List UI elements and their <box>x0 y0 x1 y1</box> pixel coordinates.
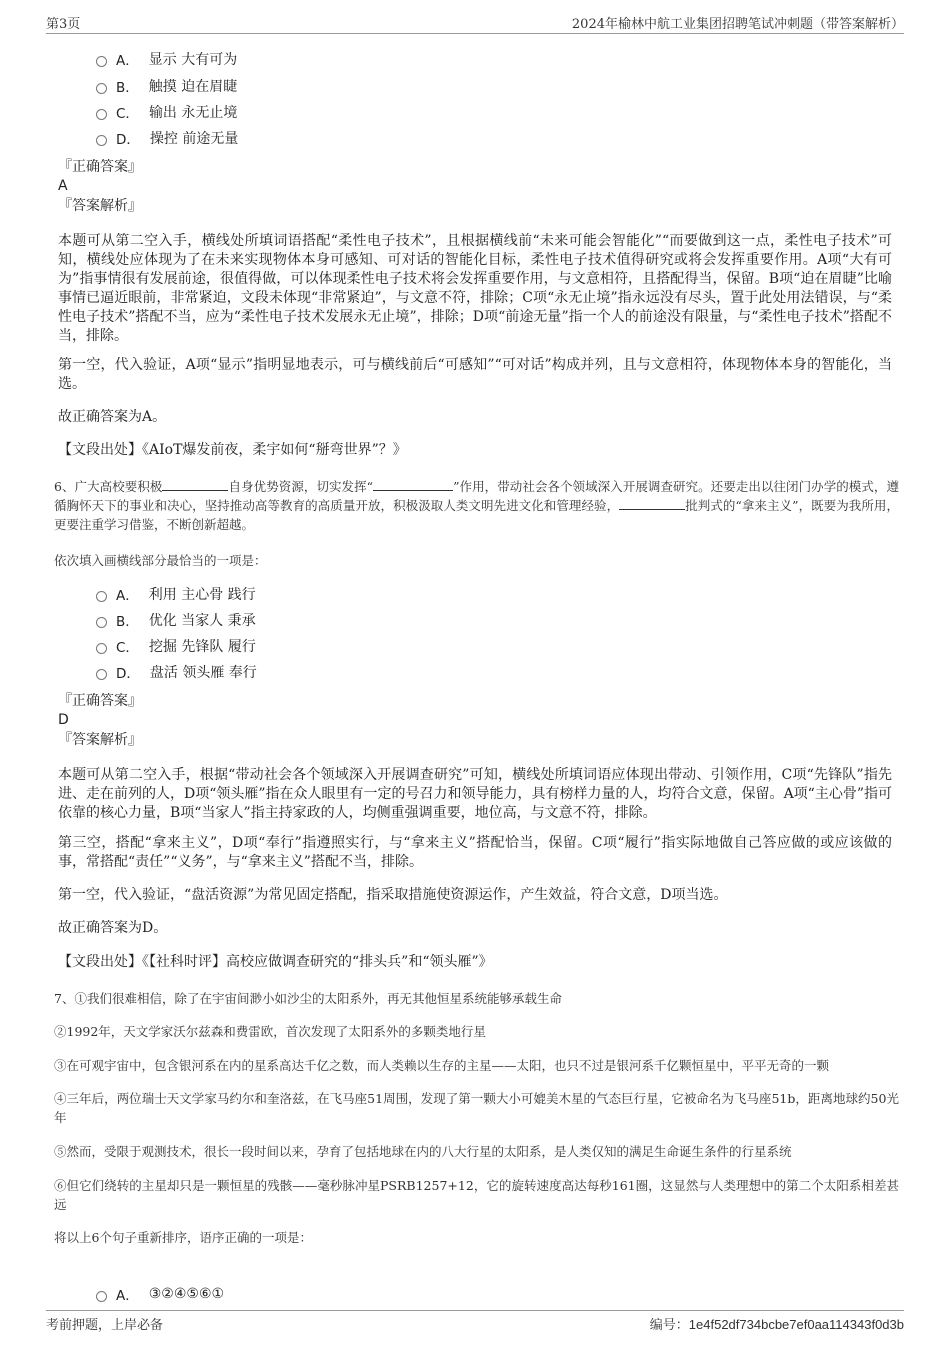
q6-option-a[interactable]: A． 利用 主心骨 践行 <box>96 584 256 604</box>
q5-answer: A <box>58 178 68 194</box>
q6-analysis-p2: 第三空，搭配“拿来主义”，D项“奉行”指遵照实行，与“拿来主义”搭配恰当，保留。C项“履行”指实际地做自己答应做的或应该做的事，常搭配“责任”“义务”，与“拿来主义”搭配不当，排除。 <box>58 835 892 870</box>
q6-analysis-p1: 本题可从第二空入手，根据“带动社会各个领域深入开展调查研究”可知，横线处所填词语应体现出带动、引领作用，C项“先锋队”指先进、走在前列的人，D项“领头雁”指在众人眼里有一定的号召力和领导能力，具有榜样力量的人，均符合文意，保留。A项“主心骨”指可依靠的核心力量，B项“当家人”指主持家政的人，均侧重强调重要，地位高，与文意不符，排除。 <box>58 767 892 821</box>
q7-option-a[interactable]: A． ③②④⑤⑥① <box>96 1284 224 1304</box>
q6-analysis-p3: 第一空，代入验证，“盘活资源”为常见固定搭配，指采取措施使资源运作，产生效益，符合文意，D项当选。 <box>58 887 728 903</box>
q5-option-c[interactable]: C． 输出 永无止境 <box>96 102 237 122</box>
q5-answer-label: 『正确答案』 <box>58 159 142 175</box>
q7-sentence-3: ③在可观宇宙中，包含银河系在内的星系高达千亿之数，而人类赖以生存的主星——太阳，也只不过是银河系千亿颗恒星中，平平无奇的一颗 <box>54 1058 830 1073</box>
blank-2 <box>373 477 453 491</box>
radio-icon[interactable] <box>96 669 107 680</box>
q6-option-d[interactable]: D． 盘活 领头雁 奉行 <box>96 662 257 682</box>
radio-icon[interactable] <box>96 83 107 94</box>
radio-icon[interactable] <box>96 56 107 67</box>
radio-icon[interactable] <box>96 617 107 628</box>
q6-analysis-label: 『答案解析』 <box>58 732 142 748</box>
page-number: 第3页 <box>46 17 81 32</box>
page-footer <box>46 1310 904 1333</box>
q7-prompt: 将以上6个句子重新排序，语序正确的一项是： <box>54 1230 312 1245</box>
q5-option-a[interactable]: A． 显示 大有可为 <box>96 49 237 69</box>
q7-sentence-2: ②1992年，天文学家沃尔兹森和费雷欧，首次发现了太阳系外的多颗类地行星 <box>54 1024 486 1039</box>
q7-sentence-1: 7、①我们很难相信，除了在宇宙间渺小如沙尘的太阳系外，再无其他恒星系统能够承载生命 <box>54 991 562 1006</box>
blank-1 <box>162 477 228 491</box>
q7-sentence-6: ⑥但它们绕转的主星却只是一颗恒星的残骸——毫秒脉冲星PSRB1257+12，它的旋转速度高达每秒161圈，这显然与人类理想中的第二个太阳系相差甚远 <box>54 1178 899 1212</box>
q6-answer: D <box>58 712 69 728</box>
radio-icon[interactable] <box>96 643 107 654</box>
q5-analysis-p1: 本题可从第二空入手，横线处所填词语搭配“柔性电子技术”，且根据横线前“未来可能会智能化”“而要做到这一点，柔性电子技术”可知，横线处应体现为了在未来实现物体本身可感知、可对话的智能化目标，柔性电子技术值得研究或将会发挥重要作用。A项“大有可为”指事情很有发展前途，很值得做，可以体现柔性电子技术将会发挥重要作用，与文意相符，且搭配得当，保留。B项“迫在眉睫”比喻事情已逼近眼前，非常紧迫，文段未体现“非常紧迫”，与文意不符，排除；C项“永无止境”指永远没有尽头，置于此处用法错误，与“柔性电子技术”搭配不当，应为“柔性电子技术发展永无止境”，排除；D项“前途无量”指一个人的前途没有限量，与“柔性电子技术”搭配不当，排除。 <box>58 233 892 344</box>
radio-icon[interactable] <box>96 1291 107 1302</box>
document-id: 编号：1e4f52df734bcbe7ef0aa114343f0d3b <box>649 1317 904 1332</box>
radio-icon[interactable] <box>96 135 107 146</box>
q5-source: 【文段出处】《AIoT爆发前夜，柔宇如何“掰弯世界”？》 <box>58 442 407 458</box>
document-title: 2024年榆林中航工业集团招聘笔试冲刺题（带答案解析） <box>571 17 904 32</box>
radio-icon[interactable] <box>96 109 107 120</box>
q6-option-b[interactable]: B． 优化 当家人 秉承 <box>96 610 256 630</box>
q6-analysis-p4: 故正确答案为D。 <box>58 920 168 936</box>
blank-3 <box>619 496 685 510</box>
q6-answer-label: 『正确答案』 <box>58 693 142 709</box>
q5-analysis-label: 『答案解析』 <box>58 198 142 214</box>
q7-sentence-5: ⑤然而，受限于观测技术，很长一段时间以来，孕育了包括地球在内的八大行星的太阳系，是人类仅知的满足生命诞生条件的行星系统 <box>54 1144 792 1159</box>
footer-slogan: 考前押题，上岸必备 <box>46 1318 164 1333</box>
q7-sentence-4: ④三年后，两位瑞士天文学家马约尔和奎洛兹，在飞马座51周围，发现了第一颗大小可媲美木星的气态巨行星，它被命名为飞马座51b，距离地球约50光年 <box>54 1091 899 1125</box>
q5-analysis-p3: 故正确答案为A。 <box>58 409 167 425</box>
q6-source: 【文段出处】《【社科时评】高校应做调查研究的“排头兵”和“领头雁”》 <box>58 954 493 970</box>
page-header <box>46 13 904 34</box>
radio-icon[interactable] <box>96 591 107 602</box>
q5-option-d[interactable]: D． 操控 前途无量 <box>96 128 238 148</box>
q6-option-c[interactable]: C． 挖掘 先锋队 履行 <box>96 636 256 656</box>
q6-stem: 6、广大高校要积极 自身优势资源，切实发挥“ ”作用，带动社会各个领域深入开展调查研究。还要走出以往闭门办学的模式，遵循胸怀天下的事业和决心，坚持推动高等教育的高质量开放，积极汲取人类文明先进文化和管理经验， 批判式的“拿来主义”，既要为我所用，更要注重学习借鉴，不断创新超越。 <box>54 479 899 532</box>
q5-analysis-p2: 第一空，代入验证，A项“显示”指明显地表示，可与横线前后“可感知”“可对话”构成并列，且与文意相符，体现物体本身的智能化，当选。 <box>58 357 892 392</box>
q6-prompt: 依次填入画横线部分最恰当的一项是： <box>54 553 267 568</box>
q5-option-b[interactable]: B． 触摸 迫在眉睫 <box>96 76 237 96</box>
